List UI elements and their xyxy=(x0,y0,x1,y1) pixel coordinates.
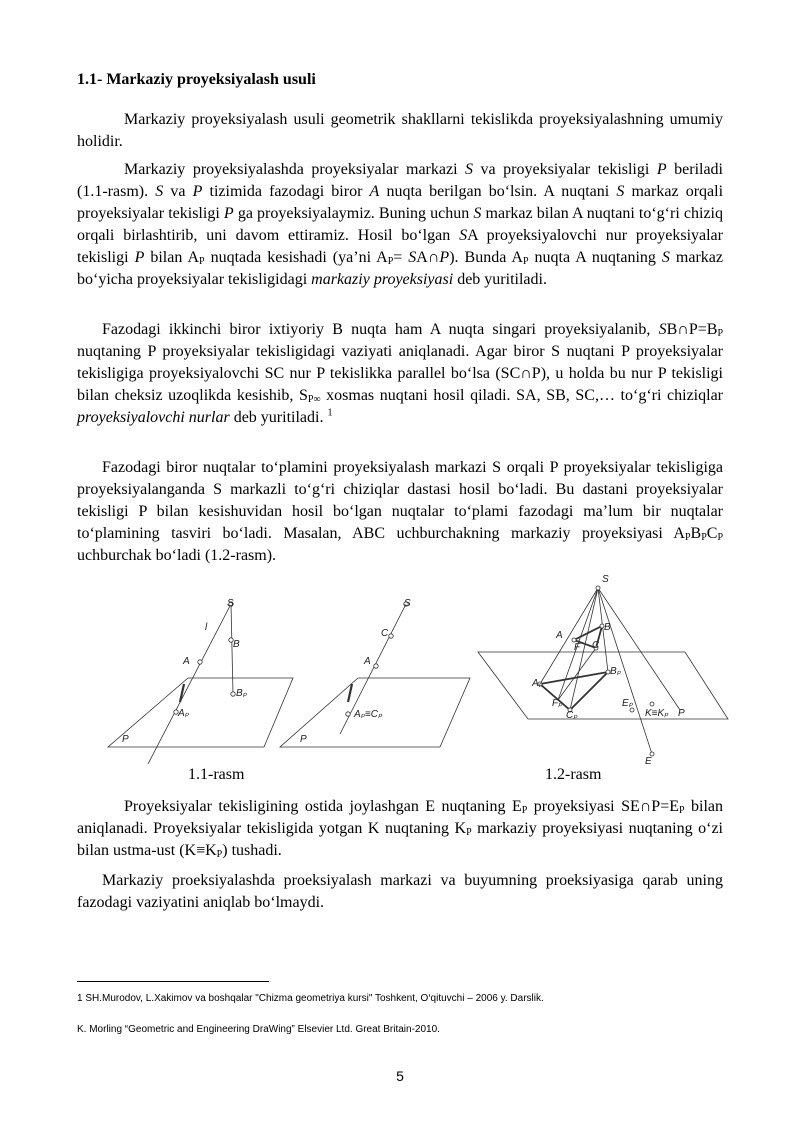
paragraph-5: Proyeksiyalar tekisligining ostida joylashgan E nuqtaning $E_P$ proyeksiyasi $SE\cap P=E_P$ bilan aniqlanadi. Proyeksiyalar tekisligida yotgan K nuqtaning $K_P$ markaziy proyeksiyasi nuqtaning o‘zi bilan ustma-ust $(K\equiv K_P)$ tushadi. xyxy=(77,798,724,860)
point-s xyxy=(596,586,600,590)
emphasis-term: proyeksiyalovchi nurlar xyxy=(77,409,230,426)
figure-1-2 xyxy=(478,586,728,756)
label-ap: Aₚ xyxy=(532,678,543,689)
section-heading: 1.1- Markaziy proyeksiyalash usuli xyxy=(77,71,316,88)
label-cp: Cₚ xyxy=(566,710,578,721)
point-c xyxy=(389,634,393,638)
label-l: l xyxy=(205,622,208,633)
paragraph-2: Markaziy proyeksiyalashda proyeksiyalar markazi S va proyeksiyalar tekisligi P beriladi (1.1-rasm). S va P tizimida fazodagi biror A nuqta berilgan bo‘lsin. A nuqtani S markaz orqali proyeksiyalar tekisligi P ga proyeksiyalaymiz. Buning uchun S markaz bilan A nuqtani to‘g‘ri chiziq orqali birlashtirib, uni davom ettiramiz. Hosil bo‘lgan SA proyeksiyalovchi nur proyeksiyalar tekisligi P bilan $A_P$ nuqtada kesishadi (ya’ni $A_P=$ SA∩P). Bunda $A_P$ nuqta A nuqtaning S markaz bo‘yicha proyeksiyalar tekisligidagi markaziy proyeksiyasi deb yuritiladi. xyxy=(77,161,724,288)
label-a: A xyxy=(556,630,563,641)
label-s: S xyxy=(404,598,411,609)
label-c: C xyxy=(592,640,600,651)
point-k xyxy=(650,702,654,706)
footnote-ref: 1 xyxy=(327,407,333,419)
paragraph-4: Fazodagi biror nuqtalar to‘plamini proyeksiyalash markazi S orqali P proyeksiyalar tekisligiga proyeksiyalanganda S markazli to‘g‘ri chiziqlar dastasi hosil bo‘ladi. Bu dastani proyeksiyalar tekisligi P bilan kesishuvidan hosil bo‘lgan nuqtalar to‘plami fazodagi ma’lum bir nuqtalar to‘plamining tasviri bo‘ladi. Masalan, ABC uchburchakning markaziy proyeksiyasi $A_PB_PC_P$ uchburchak bo‘ladi (1.2-rasm). xyxy=(77,459,723,564)
figure-caption-1: 1.1-rasm xyxy=(188,766,245,783)
plane-p-1 xyxy=(108,678,293,747)
footnote-1: 1 SH.Murodov, L.Xakimov va boshqalar "Chizma geometriya kursi" Toshkent, O‘qituvchi – 2006 y. Darslik. xyxy=(77,993,544,1004)
point-ap-cp xyxy=(346,712,350,716)
point-bp xyxy=(231,692,235,696)
label-k-kp: K≡Kₚ xyxy=(645,708,669,719)
label-bp: Bₚ xyxy=(236,688,247,699)
point-a xyxy=(198,660,202,664)
label-s: S xyxy=(227,598,234,609)
footnote-divider xyxy=(77,981,269,982)
ray-k xyxy=(598,588,680,710)
label-f: F xyxy=(574,642,581,653)
figure-caption-2: 1.2-rasm xyxy=(545,766,602,783)
page-number: 5 xyxy=(396,1068,404,1084)
paragraph-6: Markaziy proeksiyalashda proeksiyalash markazi va buyumning proeksiyasiga qarab uning fazodagi vaziyatini aniqlab bo‘lmaydi. xyxy=(77,872,723,911)
figure-1-1b xyxy=(280,602,470,747)
paragraph-3: Fazodagi ikkinchi biror ixtiyoriy B nuqta ham A nuqta singari proyeksiyalanib, $SB\cap P=B_P$ nuqtaning P proyeksiyalar tekisligidagi vaziyati aniqlanadi. Agar biror S nuqtani P proyeksiyalar tekisligiga proyeksiyalovchi SC nur P tekislikka parallel bo‘lsa (SC∩P), u holda bu nur P tekisligi bilan cheksiz uzoqlikda kesishib, $S_{P\infty}$ xosmas nuqtani hosil qiladi. SA, SB, SC,… to‘g‘ri chiziqlar proyeksiyalovchi nurlar deb yuritiladi. $^1$ xyxy=(77,321,724,426)
paragraph-1: Markaziy proyeksiyalash usuli geometrik shakllarni tekislikda proyeksiyalashning umumiy holidir. xyxy=(77,111,723,150)
label-ap-cp: Aₚ≡Cₚ xyxy=(354,709,383,720)
label-ep: Eₚ xyxy=(622,698,633,709)
label-p: P xyxy=(300,734,307,745)
label-s: S xyxy=(602,574,609,585)
label-ap: Aₚ xyxy=(178,708,189,719)
label-p: P xyxy=(122,734,129,745)
label-b: B xyxy=(233,639,240,650)
line-f xyxy=(558,648,596,700)
label-a: A xyxy=(183,656,190,667)
label-c: C xyxy=(381,628,389,639)
figures-area xyxy=(100,574,750,774)
plane-p-3 xyxy=(478,652,728,719)
label-b: B xyxy=(604,622,611,633)
label-fp: Fₚ xyxy=(552,698,563,709)
label-a: A xyxy=(364,656,371,667)
footnote-2: K. Morling “Geometric and Engineering DraWing” Elsevier Ltd. Great Britain-2010. xyxy=(77,1024,440,1035)
figure-1-1a xyxy=(108,602,293,764)
emphasis-term: markaziy proyeksiyasi xyxy=(311,271,454,288)
label-e: E xyxy=(645,756,652,767)
label-bp: Bₚ xyxy=(610,666,621,677)
ray-sa xyxy=(148,604,231,764)
label-p: P xyxy=(678,708,685,719)
point-a xyxy=(374,664,378,668)
